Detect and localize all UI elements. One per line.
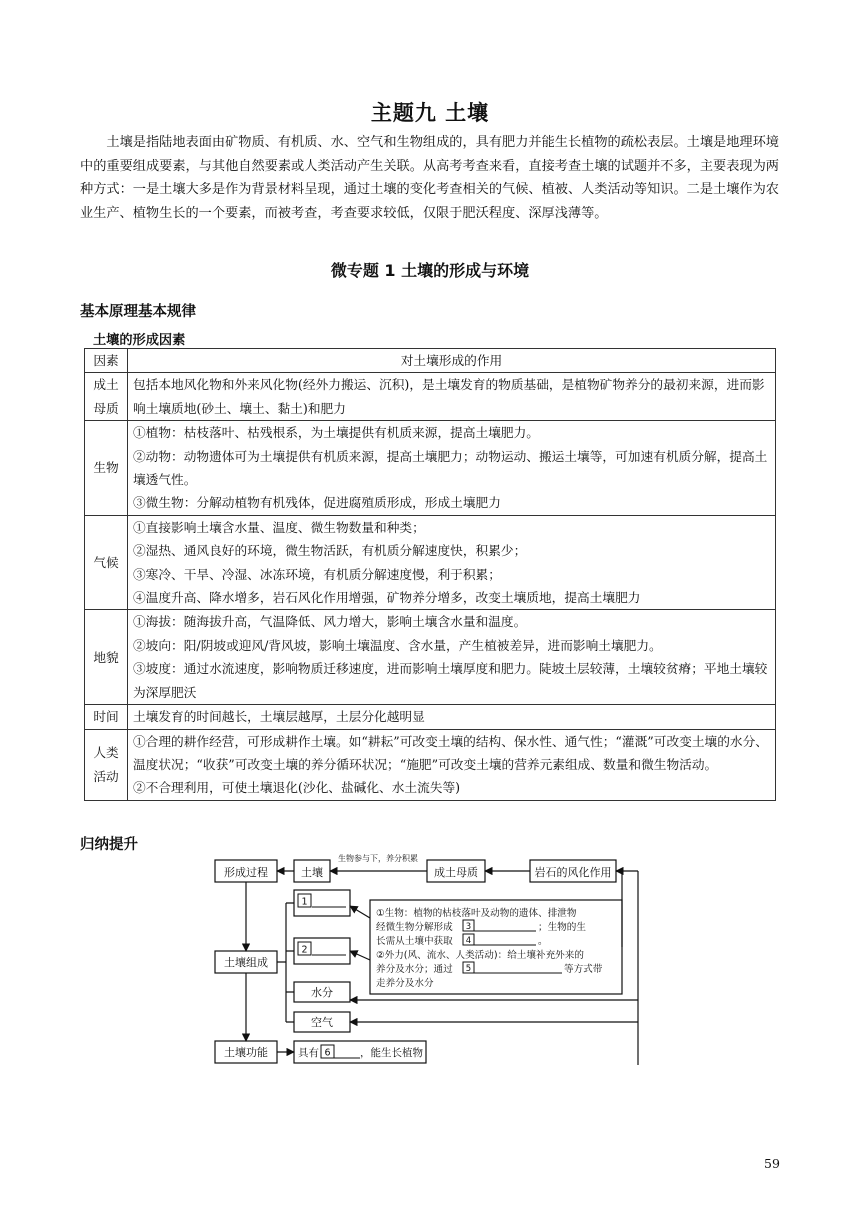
effect-cell: [128, 373, 776, 421]
note-line-4: ②外力(风、流水、人类活动)：给土壤补充外来的: [376, 950, 584, 961]
blank-number-3: 3: [465, 922, 472, 932]
intro-paragraph: 土壤是指陆地表面由矿物质、有机质、水、空气和生物组成的，具有肥力并能生长植物的疏松表层。土壤是地理环境中的重要组成要素，与其他自然要素或人类活动产生关联。从高考考查来看，直接考查土壤的试题并不多，主要表现为两种方式：一是土壤大多是作为背景材料呈现，通过土壤的变化考查相关的气候、植被、人类活动等知识。二是土壤作为农业生产、植物生长的一个要素，而被考查，考查要求较低，仅限于肥沃程度、深厚浅薄等。: [80, 135, 779, 221]
factor-cell: [85, 729, 128, 800]
table-row-biology: [85, 421, 776, 516]
note-line-3a: 长需从土壤中获取: [376, 936, 453, 947]
blank-number-5: 5: [465, 964, 472, 974]
label-air: 空气: [311, 1016, 333, 1029]
section-subtitle: 微专题 1 土壤的形成与环境: [330, 261, 530, 280]
note-line-3b: 。: [538, 936, 548, 947]
effect-line: ④温度升高、降水增多，岩石风化作用增强，矿物养分增多，改变土壤质地，提高土壤肥力: [133, 590, 641, 606]
label-soil-composition: 土壤组成: [224, 956, 268, 969]
effect-cell: [128, 610, 776, 705]
blank-number-4: 4: [465, 936, 472, 946]
factor-label: 活动: [93, 768, 119, 784]
header-factor: 因素: [85, 349, 128, 373]
table-caption: 土壤的形成因素: [93, 333, 186, 348]
label-function-prefix: 具有: [298, 1047, 319, 1059]
note-line-2b: ；生物的生: [538, 922, 586, 933]
table-row-climate: [85, 515, 776, 610]
blank-number-6: 6: [324, 1047, 331, 1059]
table-header-row: [85, 349, 776, 373]
factor-label: 时间: [93, 709, 119, 725]
header-effect: 对土壤形成的作用: [128, 349, 776, 373]
effect-line: ①海拔：随海拔升高，气温降低、风力增大，影响土壤含水量和温度。: [133, 614, 527, 630]
table-row-time: [85, 705, 776, 729]
factor-label: 人类: [93, 745, 119, 761]
effect-line: ②坡向：阳/阴坡或迎风/背风坡，影响土壤温度、含水量，产生植被差异，进而影响土壤肥力。: [133, 637, 662, 653]
page-number: 59: [764, 1156, 780, 1171]
effect-cell: [128, 515, 776, 610]
soil-flow-diagram: [210, 850, 650, 1070]
factor-cell: [85, 705, 128, 729]
effect-cell: [128, 705, 776, 729]
table-row-human-activity: [85, 729, 776, 800]
label-function-suffix: ，能生长植物: [360, 1047, 423, 1059]
arrow-note-to-blank2: [350, 951, 370, 960]
label-weathering: 岩石的风化作用: [534, 866, 612, 879]
factor-cell: [85, 610, 128, 705]
effect-line: ②湿热、通风良好的环境，微生物活跃，有机质分解速度快，积累少；: [133, 543, 527, 559]
label-water: 水分: [311, 986, 333, 999]
factor-cell: [85, 515, 128, 610]
effect-line: 土壤发育的时间越长，土壤层越厚，土层分化越明显: [133, 709, 425, 725]
section-heading: 基本原理基本规律: [80, 304, 196, 320]
arrow-note-to-blank1: [350, 906, 370, 918]
factor-cell: [85, 373, 128, 421]
effect-line: ②动物：动物遗体可为土壤提供有机质来源，提高土壤肥力；动物运动、搬运土壤等，可加速有机质分解，提高土壤透气性。: [133, 448, 768, 488]
factor-label: 生物: [93, 460, 119, 476]
factor-label: 气候: [93, 554, 119, 570]
note-line-5b: 等方式带: [564, 964, 603, 975]
effect-line: ①植物：枯枝落叶、枯残根系，为土壤提供有机质来源，提高土壤肥力。: [133, 425, 539, 441]
effect-line: ③微生物：分解动植物有机残体，促进腐殖质形成，形成土壤肥力: [133, 495, 501, 511]
blank-number-2: 2: [301, 944, 308, 956]
summary-heading: 归纳提升: [80, 837, 138, 853]
label-arrow-accumulation: 生物参与下，养分积累: [338, 854, 418, 863]
note-line-1: ①生物：植物的枯枝落叶及动物的遗体、排泄物: [376, 908, 577, 919]
effect-line: ②不合理利用，可使土壤退化(沙化、盐碱化、水土流失等): [133, 780, 461, 796]
effect-line: ①直接影响土壤含水量、温度、微生物数量和种类；: [133, 519, 425, 535]
label-parent-material: 成土母质: [434, 866, 478, 879]
factor-label: 地貌: [93, 649, 119, 665]
note-line-6: 走养分及水分: [376, 978, 434, 989]
factor-cell: [85, 421, 128, 516]
effect-line: ③寒冷、干旱、冷湿、冰冻环境，有机质分解速度慢，利于积累；: [133, 566, 501, 582]
effect-line: 包括本地风化物和外来风化物(经外力搬运、沉积)，是土壤发育的物质基础，是植物矿物养分的最初来源，进而影响土壤质地(砂土、壤土、黏土)和肥力: [133, 377, 765, 416]
factor-label: 母质: [93, 400, 119, 416]
effect-line: ①合理的耕作经营，可形成耕作土壤。如“耕耘”可改变土壤的结构、保水性、通气性；“灌溉”可改变土壤的水分、温度状况；“收获”可改变土壤的养分循环状况；“施肥”可改变土壤的营养元素组成、数量和微生物活动。: [133, 733, 768, 772]
effect-cell: [128, 421, 776, 516]
blank-number-1: 1: [301, 896, 308, 908]
note-line-2a: 经微生物分解形成: [376, 922, 453, 933]
note-line-5a: 养分及水分；通过: [376, 964, 453, 975]
label-formation-process: 形成过程: [224, 866, 268, 879]
factors-table: [84, 348, 776, 801]
factor-label: 成土: [93, 377, 119, 393]
effect-line: ③坡度：通过水流速度，影响物质迁移速度，进而影响土壤厚度和肥力。陡坡土层较薄，土壤较贫瘠；平地土壤较为深厚肥沃: [133, 661, 768, 700]
table-row-landform: [85, 610, 776, 705]
label-soil-function: 土壤功能: [224, 1046, 268, 1059]
bracket-components: [277, 903, 294, 1022]
page-title: 主题九 土壤: [370, 101, 490, 125]
table-row-parent-material: [85, 373, 776, 421]
label-soil: 土壤: [301, 866, 323, 879]
effect-cell: [128, 729, 776, 800]
